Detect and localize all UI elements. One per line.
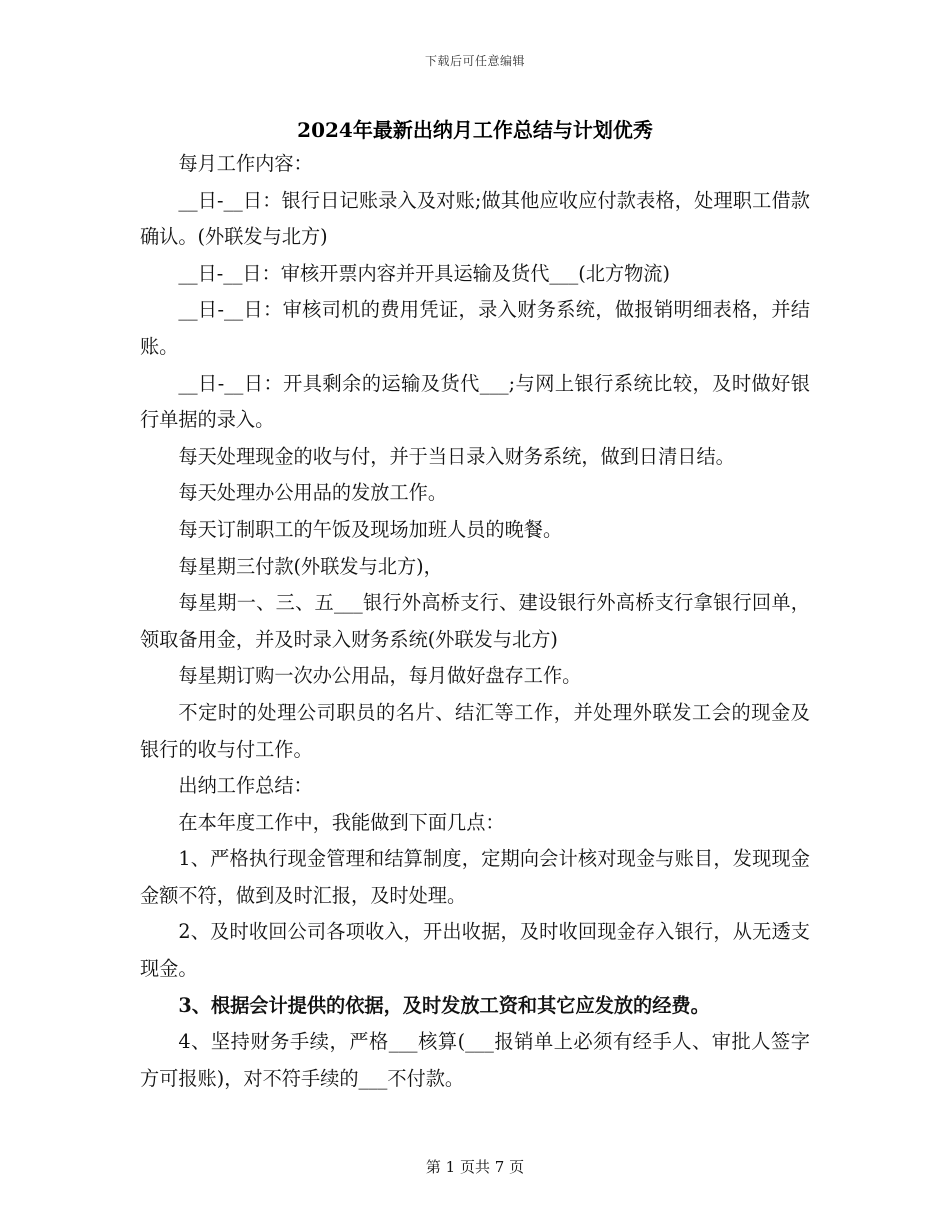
- list-item: 4、坚持财务手续，严格___核算(___报销单上必须有经手人、审批人签字方可报账)，对不符手续的___不付款。: [140, 1030, 810, 1090]
- list-item: 1、严格执行现金管理和结算制度，定期向会计核对现金与账目，发现现金金额不符，做到及时汇报，及时处理。: [140, 847, 810, 907]
- paragraph: 每星期订购一次办公用品，每月做好盘存工作。: [178, 664, 582, 688]
- paragraph: __日-__日：银行日记账录入及对账;做其他应收应付款表格，处理职工借款确认。(外联发与北方): [140, 188, 810, 249]
- section-heading: 出纳工作总结：: [178, 774, 313, 798]
- paragraph: 不定时的处理公司职员的名片、结汇等工作，并处理外联发工会的现金及银行的收与付工作。: [140, 700, 810, 761]
- paragraph: __日-__日：开具剩余的运输及货代___;与网上银行系统比较，及时做好银行单据的录入。: [140, 371, 810, 432]
- paragraph: 每月工作内容：: [178, 152, 313, 175]
- document-body: [140, 146, 810, 1097]
- list-item: 3、根据会计提供的依据，及时发放工资和其它应发放的经费。: [178, 993, 710, 1017]
- list-item: 2、及时收回公司各项收入，开出收据，及时收回现金存入银行，从无透支现金。: [140, 920, 810, 981]
- paragraph: 每天订制职工的午饭及现场加班人员的晚餐。: [178, 517, 563, 541]
- paragraph: __日-__日：审核司机的费用凭证，录入财务系统，做报销明细表格，并结账。: [140, 298, 810, 358]
- paragraph: 每天处理办公用品的发放工作。: [178, 481, 448, 505]
- paragraph: 每星期三付款(外联发与北方)，: [178, 554, 443, 578]
- paragraph: 每天处理现金的收与付，并于当日录入财务系统，做到日清日结。: [178, 444, 735, 468]
- paragraph: 每星期一、三、五___银行外高桥支行、建设银行外高桥支行拿银行回单，领取备用金，并及时录入财务系统(外联发与北方): [140, 591, 810, 651]
- paragraph: __日-__日：审核开票内容并开具运输及货代___(北方物流): [178, 261, 670, 285]
- page-number: 第 1 页共 7 页: [425, 1158, 525, 1176]
- header-note: 下载后可任意编辑: [424, 54, 525, 68]
- document-title: 2024年最新出纳月工作总结与计划优秀: [297, 118, 653, 142]
- paragraph: 在本年度工作中，我能做到下面几点：: [178, 810, 505, 834]
